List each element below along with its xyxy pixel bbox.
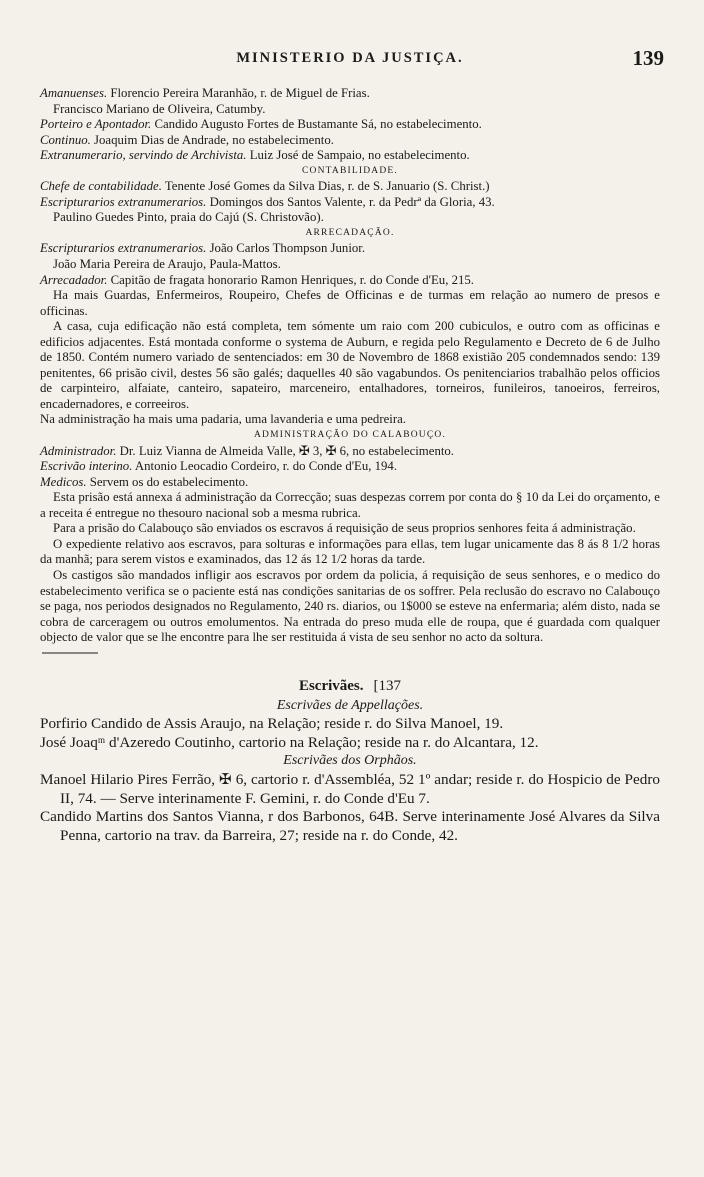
escripturarios2-entry: Escripturarios extranumerarios. João Carlos Thompson Junior. xyxy=(40,241,366,256)
arrecadacao-heading: ARRECADAÇÃO. xyxy=(305,227,395,238)
escrivao-entry-2: José Joaqᵐ d'Azeredo Coutinho, cartorio na Relação; reside na r. do Alcantara, 12. xyxy=(40,733,539,751)
escripturarios-entry: Escripturarios extranumerarios. Domingos dos Santos Valente, r. da Pedrª da Gloria, 43. xyxy=(40,194,495,209)
escripturarios2-line2: João Maria Pereira de Araujo, Paula-Mattos. xyxy=(53,257,281,272)
continuo-entry: Continuo. Joaquim Dias de Andrade, no estabelecimento. xyxy=(40,132,334,147)
running-title: MINISTERIO DA JUSTIÇA. xyxy=(236,50,464,66)
document-page xyxy=(0,46,704,1177)
calabouco-heading: ADMINISTRAÇÃO DO CALABOUÇO. xyxy=(253,430,447,441)
section-divider xyxy=(40,646,100,660)
medicos-entry: Medicos. Servem os do estabelecimento. xyxy=(40,474,249,489)
paragraph-casa: A casa, cuja edificação não está completa, tem sómente um raio com 200 cubiculos, e outro com as officinas e edificios adjacentes. Está montada conforme o systema de Auburn, e regida pelo Regulamento e Decreto de 6 de Julho de 1850. Contém numero variado de sentenciados: em 30 de Novembro de 1868 existião 205 condemnados sendo: 139 penitentes, 66 prisão civil, destes 56 são galés; daquelles 40 são vagabundos. Os penitenciarios trabalhão pelos officios de carpinteiro, alfaiate, canteiro, sapateiro, marceneiro, entalhadores, torneiros, funileiros, tanoeiros, ferreiros, encadernadores, e correeiros. xyxy=(40,319,660,411)
appellacoes-heading: Escrivães de Appellações. xyxy=(276,697,424,713)
staff-section xyxy=(40,86,660,646)
paragraph-annexa: Esta prisão está annexa á administração da Correcção; suas despezas correm por conta do § 10 da Lei do orçamento, e a receita é entregue no thesouro nacional sob a mesma rubrica. xyxy=(40,490,660,520)
chefe-entry: Chefe de contabilidade. Tenente José Gomes da Silva Dias, r. de S. Januario (S. Christ.) xyxy=(40,179,490,194)
escrivao-entry-3: Manoel Hilario Pires Ferrão, ✠ 6, cartorio r. d'Assembléa, 52 1º andar; reside r. do Hospicio de Pedro II, 74. — Serve interinamente F. Gemini, r. do Conde d'Eu 7. xyxy=(40,771,660,807)
page-number: 139 xyxy=(632,46,664,70)
orphaos-heading: Escrivães dos Orphãos. xyxy=(283,753,417,769)
paragraph-escravos: Para a prisão do Calabouço são enviados os escravos á requisição de seus proprios senhores feita á administração. xyxy=(53,521,636,536)
paragraph-castigos: Os castigos são mandados infligir aos escravos por ordem da policia, á requisição de seus senhores, e o medico do estabelecimento verifica se o paciente está nas condições sanitarias de os soffrer. Pela reclusão do escravo no Calabouço se paga, nos periodos designados no Regulamento, 240 rs. diarios, ou 1$000 se esteve na enfermaria; além disto, nada se cobra de carceragem ou outros emolumentos. Na entrada do preso muda elle de roupa, que é guardada com qualquer objecto de valor que se lhe encontre para lhe ser restituida á vista de seu senhor no acto da soltura. xyxy=(40,567,660,645)
page-header xyxy=(40,46,664,86)
amanuenses-line2: Francisco Mariano de Oliveira, Catumby. xyxy=(53,101,266,116)
escrivaes-title: Escrivães. xyxy=(298,677,364,694)
extranumerario-entry: Extranumerario, servindo de Archivista. Luiz José de Sampaio, no estabelecimento. xyxy=(40,148,470,163)
amanuenses-label: Amanuenses. xyxy=(40,86,108,100)
escrivaes-count: [137 xyxy=(373,677,402,694)
escripturarios-line2: Paulino Guedes Pinto, praia do Cajú (S. Christovão). xyxy=(53,210,324,225)
administrador-entry: Administrador. Dr. Luiz Vianna de Almeida Valle, ✠ 3, ✠ 6, no estabelecimento. xyxy=(40,443,454,458)
paragraph-expediente: O expediente relativo aos escravos, para solturas e informações para ellas, tem lugar unicamente das 8 ás 8 1/2 horas da manhã; para serem vistos e examinados, das 12 ás 12 1/2 horas da tarde. xyxy=(40,536,660,567)
contabilidade-heading: CONTABILIDADE. xyxy=(302,165,398,176)
porteiro-entry: Porteiro e Apontador. Candido Augusto Fortes de Bustamante Sá, no estabelecimento. xyxy=(40,117,482,132)
escrivao-entry-1: Porfirio Candido de Assis Araujo, na Relação; reside r. do Silva Manoel, 19. xyxy=(40,715,504,733)
amanuenses-entry: Amanuenses. Florencio Pereira Maranhão, r. de Miguel de Frias. xyxy=(40,86,370,100)
escrivaes-heading xyxy=(40,675,660,697)
escrivao-entry: Escrivão interino. Antonio Leocadio Cordeiro, r. do Conde d'Eu, 194. xyxy=(40,459,398,474)
paragraph-guardas: Ha mais Guardas, Enfermeiros, Roupeiro, Chefes de Officinas e de turmas em relação ao numero de presos e officinas. xyxy=(40,288,660,318)
arrecadador-entry: Arrecadador. Capitão de fragata honorario Ramon Henriques, r. do Conde d'Eu, 215. xyxy=(40,272,474,287)
escrivao-entry-4: Candido Martins dos Santos Vianna, r dos Barbonos, 64B. Serve interinamente José Alvares da Silva Penna, cartorio na trav. da Barreira, 27; reside na r. do Conde, 42. xyxy=(40,808,660,844)
escrivaes-section xyxy=(40,697,660,846)
paragraph-administracao: Na administração ha mais uma padaria, uma lavanderia e uma pedreira. xyxy=(40,412,406,427)
